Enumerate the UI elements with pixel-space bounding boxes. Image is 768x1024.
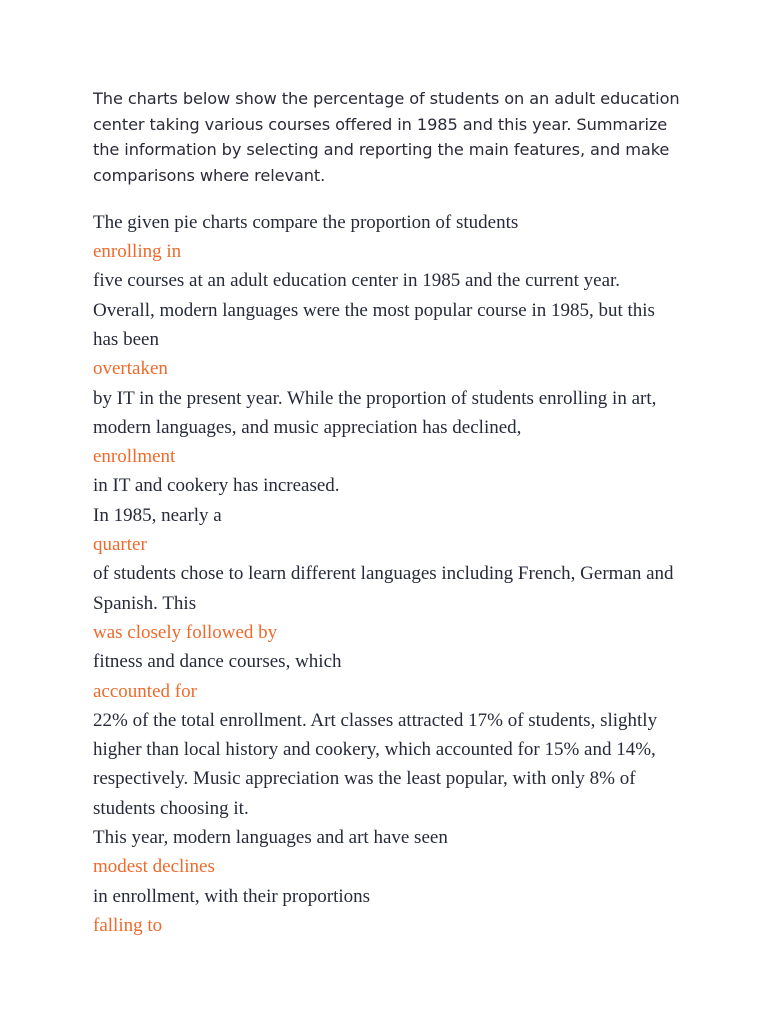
document-page <box>93 86 683 940</box>
highlighted-phrase: accounted for <box>93 680 197 702</box>
essay-text: This year, modern languages and art have seen <box>93 827 448 849</box>
essay-text: of students chose to learn different languages including French, German and Spanish. This <box>93 563 674 614</box>
highlighted-phrase: falling to <box>93 914 163 936</box>
essay-text: by IT in the present year. While the proportion of students enrolling in art, modern languages, and music appreciation has declined, <box>93 387 657 438</box>
essay-body <box>93 208 683 940</box>
essay-text: fitness and dance courses, which <box>93 651 342 673</box>
highlighted-phrase: quarter <box>93 534 147 556</box>
essay-text: in IT and cookery has increased. <box>93 475 340 497</box>
task-prompt: The charts below show the percentage of students on an adult education center taking various courses offered in 1985 and this year. Summarize the information by selecting and reporting the main features, and make comparisons where relevant. <box>93 89 680 186</box>
essay-text: The given pie charts compare the proportion of students <box>93 211 519 233</box>
highlighted-phrase: overtaken <box>93 358 168 380</box>
highlighted-phrase: was closely followed by <box>93 621 278 643</box>
essay-text: in enrollment, with their proportions <box>93 885 371 907</box>
essay-text: 22% of the total enrollment. Art classes attracted 17% of students, slightly higher than local history and cookery, which accounted for 15% and 14%, respectively. Music appreciation was the least popular, with only 8% of students choosing it. <box>93 709 658 819</box>
essay-text: In 1985, nearly a <box>93 504 222 526</box>
highlighted-phrase: enrolling in <box>93 241 182 263</box>
highlighted-phrase: modest declines <box>93 856 215 878</box>
essay-text: five courses at an adult education center in 1985 and the current year. Overall, modern languages were the most popular course in 1985, but this has been <box>93 270 655 350</box>
highlighted-phrase: enrollment <box>93 446 176 468</box>
